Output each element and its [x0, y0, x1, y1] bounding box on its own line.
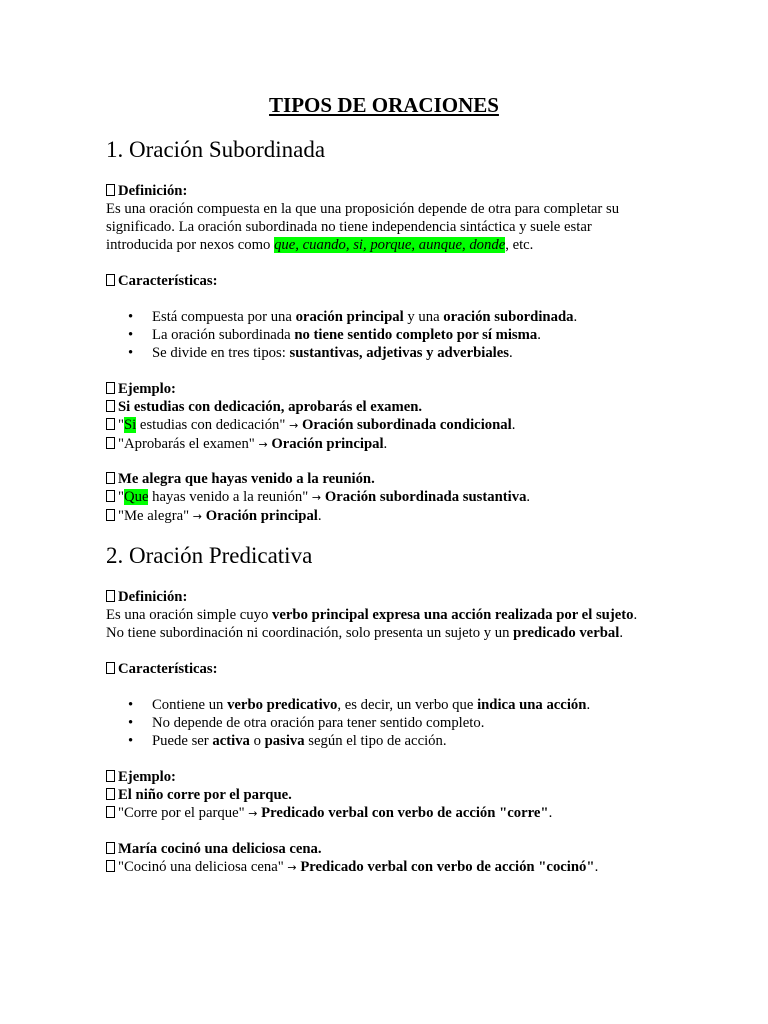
example-analysis: "Cocinó una deliciosa cena" → Predicado verbal con verbo de acción "cocinó".: [106, 858, 686, 877]
missing-glyph-icon: [106, 382, 115, 394]
definition-block-2: [106, 588, 686, 642]
missing-glyph-icon: [106, 418, 115, 430]
definition-text: introducida por nexos como que, cuando, si, porque, aunque, donde, etc.: [106, 237, 534, 254]
list-item: • Se divide en tres tipos: sustantivas, adjetivas y adverbiales.: [106, 344, 706, 362]
definition-label: Definición:: [106, 588, 686, 606]
missing-glyph-icon: [106, 274, 115, 286]
list-item: • Contiene un verbo predicativo, es decir, un verbo que indica una acción.: [106, 696, 706, 714]
example-analysis: "Que hayas venido a la reunión" → Oración subordinada sustantiva.: [106, 488, 686, 507]
missing-glyph-icon: [106, 770, 115, 782]
missing-glyph-icon: [106, 509, 115, 521]
example-analysis: "Me alegra" → Oración principal.: [106, 507, 686, 526]
example-label: Ejemplo:: [106, 768, 686, 786]
example-sentence: Me alegra que hayas venido a la reunión.: [106, 470, 686, 488]
missing-glyph-icon: [106, 860, 115, 872]
arrow-icon: →: [311, 491, 322, 505]
list-item: • Está compuesta por una oración principal y una oración subordinada.: [106, 308, 706, 326]
example-analysis: "Si estudias con dedicación" → Oración subordinada condicional.: [106, 416, 686, 435]
characteristics-label-1: Características:: [106, 272, 686, 290]
arrow-icon: →: [192, 510, 203, 524]
list-item: • Puede ser activa o pasiva según el tipo de acción.: [106, 732, 706, 750]
characteristics-label-2: Características:: [106, 660, 686, 678]
example-block-4: [106, 840, 686, 877]
characteristics-list-2: [106, 696, 706, 750]
highlighted-nexo: Si: [124, 417, 137, 434]
missing-glyph-icon: [106, 842, 115, 854]
arrow-icon: →: [258, 438, 268, 452]
highlighted-nexo: Que: [124, 489, 149, 506]
highlighted-nexos: que, cuando, si, porque, aunque, donde: [274, 237, 506, 254]
missing-glyph-icon: [106, 472, 115, 484]
arrow-icon: →: [248, 807, 258, 821]
missing-glyph-icon: [106, 437, 115, 449]
list-item: • No depende de otra oración para tener sentido completo.: [106, 714, 706, 732]
missing-glyph-icon: [106, 400, 115, 412]
missing-glyph-icon: [106, 788, 115, 800]
example-sentence: Si estudias con dedicación, aprobarás el examen.: [106, 398, 686, 416]
example-analysis: "Corre por el parque" → Predicado verbal con verbo de acción "corre".: [106, 804, 686, 823]
page-title: TIPOS DE ORACIONES: [269, 93, 499, 117]
missing-glyph-icon: [106, 662, 115, 674]
missing-glyph-icon: [106, 184, 115, 196]
example-sentence: El niño corre por el parque.: [106, 786, 686, 804]
definition-block-1: [106, 182, 686, 254]
example-block-1: [106, 380, 686, 454]
missing-glyph-icon: [106, 806, 115, 818]
example-sentence: María cocinó una deliciosa cena.: [106, 840, 686, 858]
missing-glyph-icon: [106, 490, 115, 502]
example-block-3: [106, 768, 686, 823]
section-heading-subordinada: 1. Oración Subordinada: [106, 137, 326, 162]
arrow-icon: →: [289, 419, 299, 433]
definition-text: No tiene subordinación ni coordinación, solo presenta un sujeto y un predicado verbal.: [106, 625, 623, 642]
definition-label: Definición:: [106, 182, 686, 200]
characteristics-list-1: [106, 308, 706, 362]
example-label: Ejemplo:: [106, 380, 686, 398]
missing-glyph-icon: [106, 590, 115, 602]
definition-text: Es una oración simple cuyo verbo principal expresa una acción realizada por el sujeto.: [106, 607, 638, 624]
arrow-icon: →: [287, 861, 297, 875]
definition-text: significado. La oración subordinada no tiene independencia sintáctica y suele estar: [106, 219, 592, 236]
list-item: • La oración subordinada no tiene sentido completo por sí misma.: [106, 326, 706, 344]
definition-text: Es una oración compuesta en la que una proposición depende de otra para completar su: [106, 201, 620, 218]
section-heading-predicativa: 2. Oración Predicativa: [106, 543, 313, 568]
example-block-2: [106, 470, 686, 526]
example-analysis: "Aprobarás el examen" → Oración principal.: [106, 435, 686, 454]
